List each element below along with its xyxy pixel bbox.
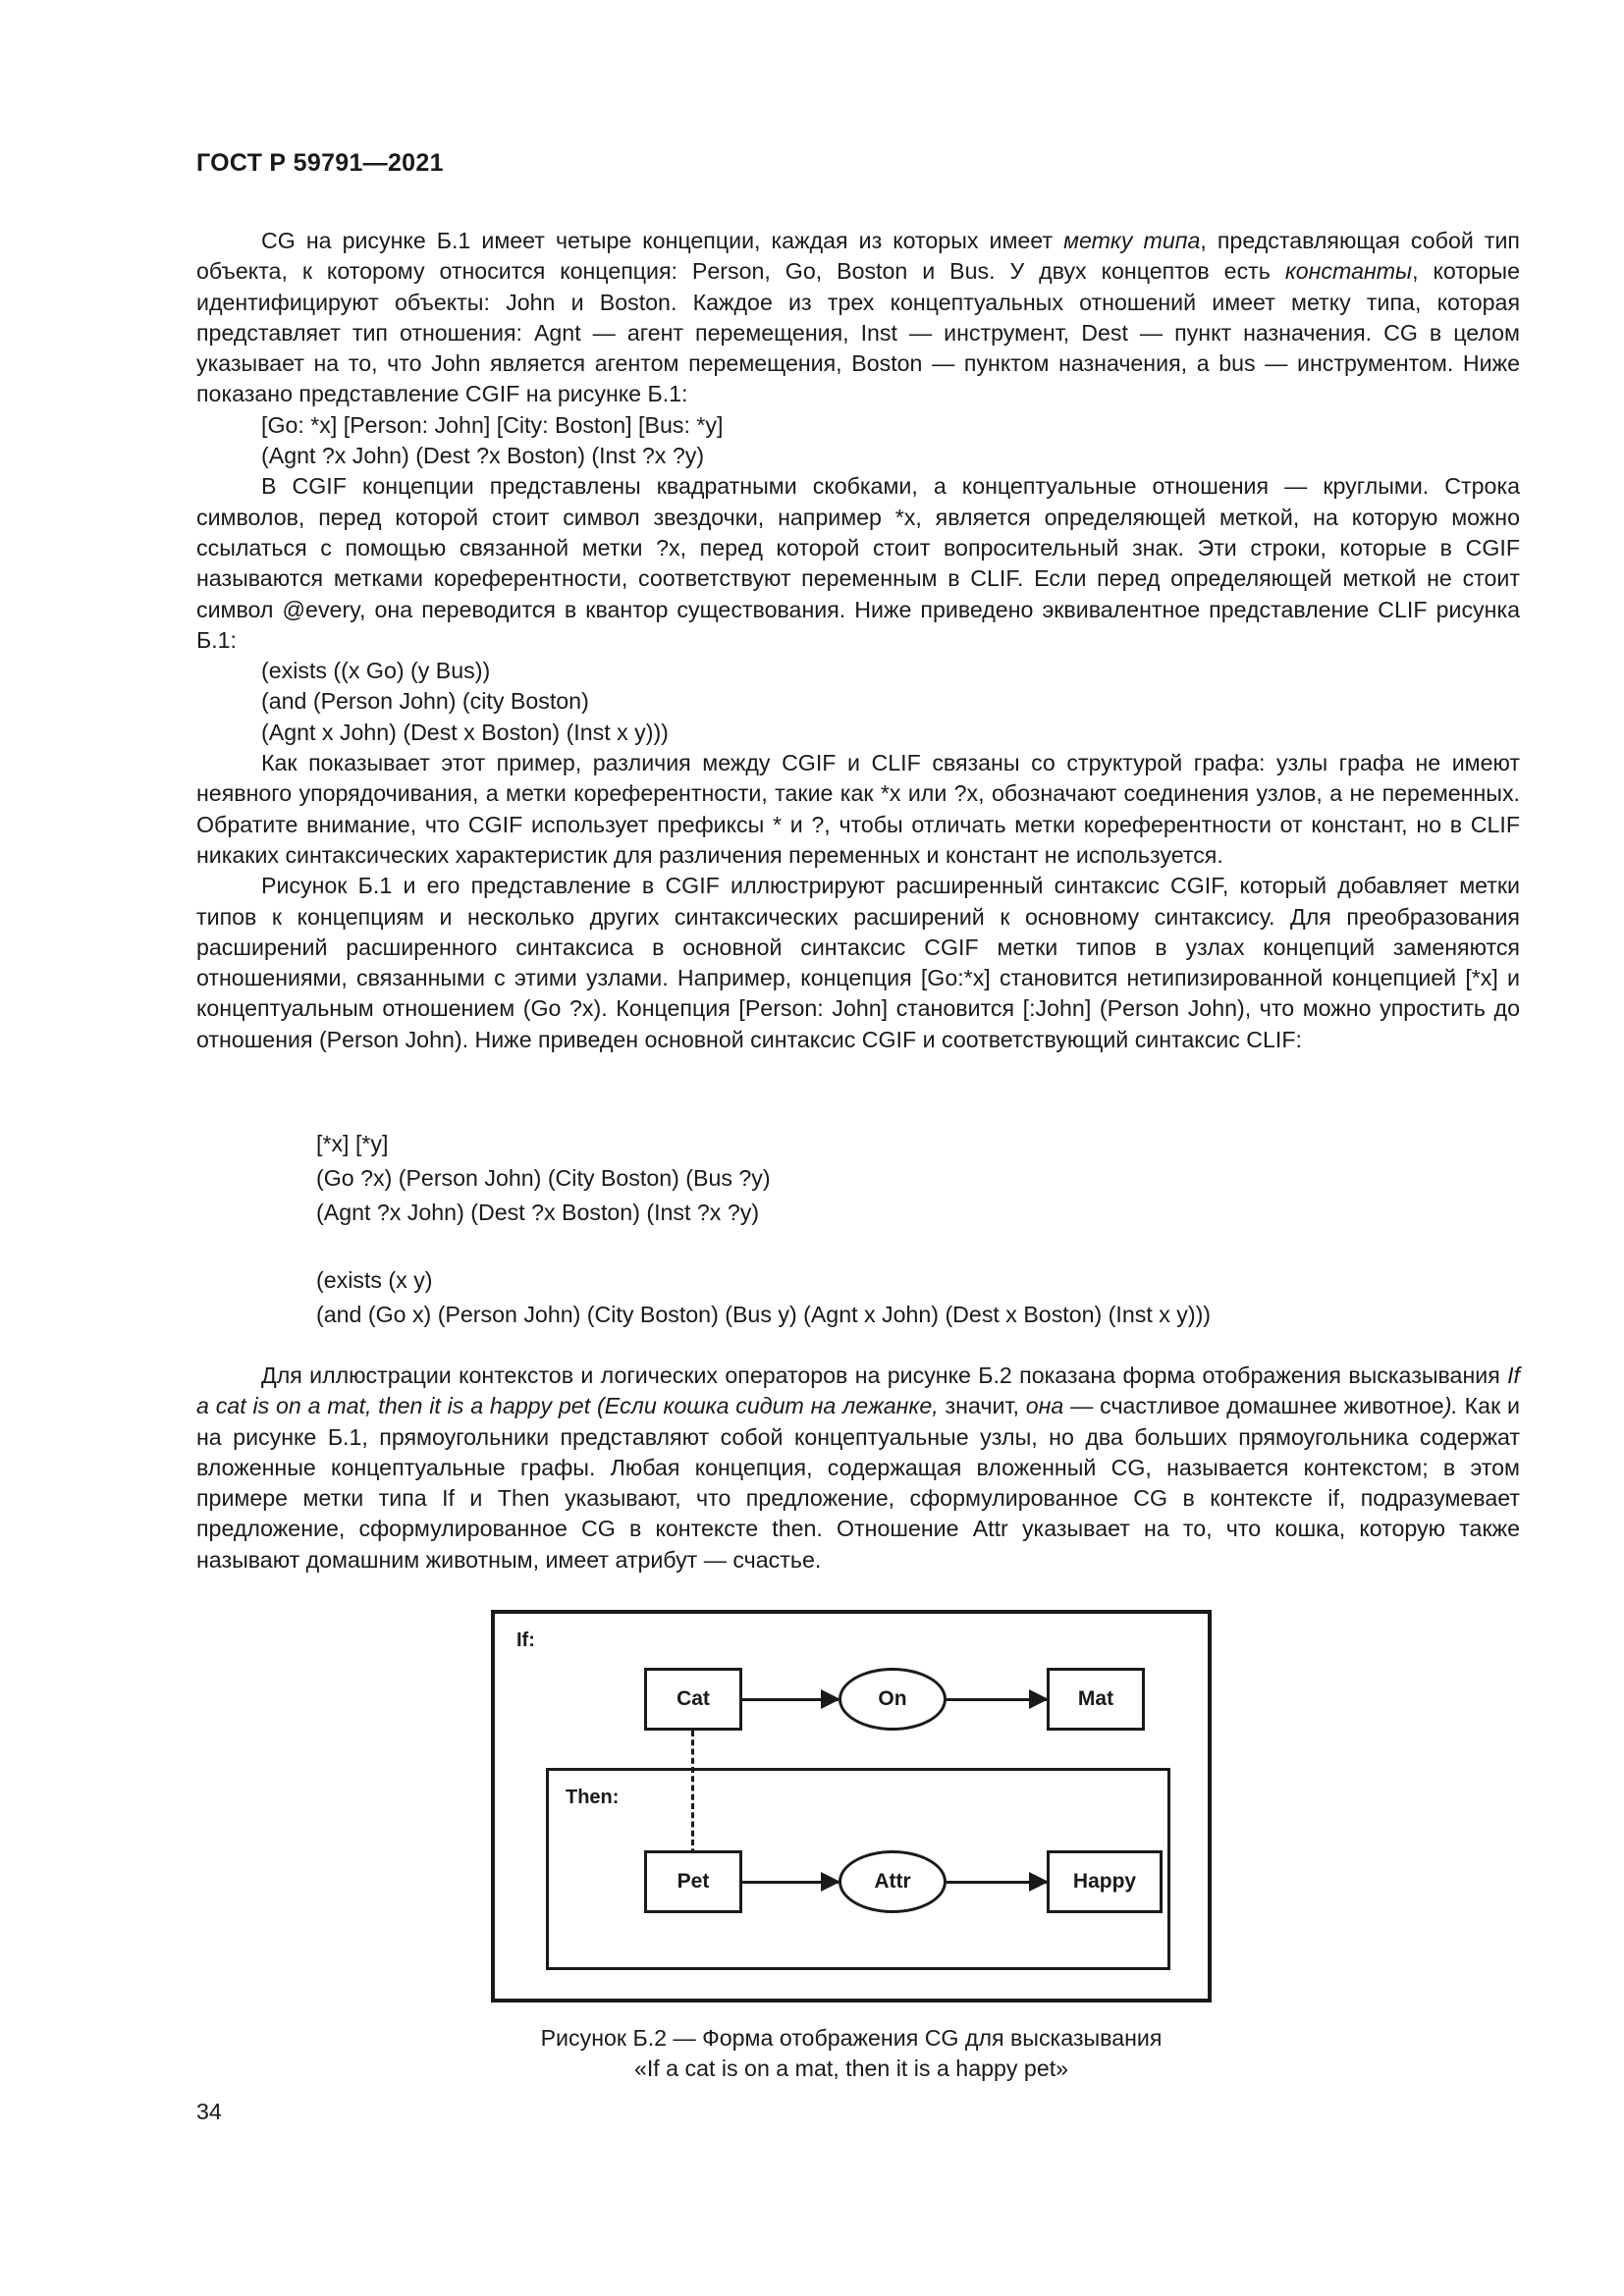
- attr-relation-node: Attr: [839, 1850, 947, 1913]
- figure-b2-diagram: [491, 1610, 1212, 2002]
- on-relation-node: On: [839, 1668, 947, 1731]
- cat-concept-node: Cat: [644, 1668, 742, 1731]
- happy-concept-node: Happy: [1047, 1850, 1163, 1913]
- core-syntax-block: [196, 1127, 1520, 1332]
- clif-line-2: (and (Person John) (city Boston): [261, 688, 589, 715]
- cat-on-arrow: [742, 1698, 839, 1701]
- cgif-line-1: [Go: *x] [Person: John] [City: Boston] [Bus: *y]: [261, 411, 724, 438]
- clif-line-3: (Agnt x John) (Dest x Boston) (Inst x y))): [261, 719, 669, 745]
- attr-happy-arrow: [947, 1881, 1047, 1884]
- caption-line-2: «If a cat is on a mat, then it is a happy pet»: [633, 2056, 1069, 2081]
- paragraph-4: Рисунок Б.1 и его представление в CGIF иллюстрируют расширенный синтаксис CGIF, который добавляет метки типов к концепциям и несколько других синтаксических расширений к основному синтаксису. Для преобразования расширений расширенного синтаксиса в основной синтаксис CGIF метки типов в узлах концепций заменяются отношениями, связанными с этими узлами. Например, концепция [Go:*x] становится нетипизированной концепцией [*x] и концептуальным отношением (Go ?x). Концепция [Person: John] становится [:John] (Person John), что можно упростить до отношения (Person John). Ниже приведен основной синтаксис CGIF и соответствующий синтаксис CLIF:: [196, 873, 1520, 1052]
- page-number: 34: [196, 2099, 222, 2124]
- document-header: ГОСТ Р 59791—2021: [196, 149, 444, 177]
- clif-line-1: (exists ((x Go) (y Bus)): [261, 658, 491, 684]
- paragraph-2: В CGIF концепции представлены квадратными скобками, а концептуальные отношения — круглыми. Строка символов, перед которой стоит символ звездочки, например *x, является определяющей меткой, на которую можно ссылаться с помощью связанной метки ?x, перед которой стоит вопросительный знак. Эти строки, которые в CGIF называются метками кореферентности, соответствуют переменным в CLIF. Если перед определяющей меткой не стоит символ @every, она переводится в квантор существования. Ниже приведено эквивалентное представление CLIF рисунка Б.1:: [196, 473, 1520, 653]
- figure-caption: [491, 2023, 1212, 2084]
- core-line-3: (Agnt ?x John) (Dest ?x Boston) (Inst ?x ?y): [316, 1200, 760, 1225]
- paragraph-3: Как показывает этот пример, различия между CGIF и CLIF связаны со структурой графа: узлы графа не имеют неявного упорядочивания, а метки кореферентности, такие как *x или ?x, обозначают соединения узлов, а не переменных. Обратите внимание, что CGIF использует префиксы * и ?, чтобы отличать метки кореферентности от констант, но в CLIF никаких синтаксических характеристик для различения переменных и констант не используется.: [196, 750, 1520, 868]
- mat-concept-node: Mat: [1047, 1668, 1145, 1731]
- body-text-bottom: [196, 1361, 1520, 1575]
- body-text-top: [196, 226, 1520, 1055]
- if-context-label: If:: [516, 1629, 535, 1651]
- core-line-4: (exists (x y): [316, 1267, 433, 1293]
- pet-concept-node: Pet: [644, 1850, 742, 1913]
- core-line-5: (and (Go x) (Person John) (City Boston) (Bus y) (Agnt x John) (Dest x Boston) (Inst x y))): [316, 1302, 1212, 1327]
- core-line-1: [*x] [*y]: [316, 1131, 389, 1156]
- paragraph-1: CG на рисунке Б.1 имеет четыре концепции, каждая из которых имеет метку типа, представляющая собой тип объекта, к которому относится концепция: Person, Go, Boston и Bus. У двух концептов есть константы, которые идентифицируют объекты: John и Boston. Каждое из трех концептуальных отношений имеет метку типа, которая представляет тип отношения: Agnt — агент перемещения, Inst — инструмент, Dest — пункт назначения. CG в целом указывает на то, что John является агентом перемещения, Boston — пунктом назначения, а bus — инструментом. Ниже показано представление CGIF на рисунке Б.1:: [196, 228, 1520, 407]
- spacer: [196, 1230, 1520, 1263]
- then-context-box: [546, 1768, 1170, 1970]
- caption-line-1: Рисунок Б.2 — Форма отображения CG для высказывания: [540, 2025, 1163, 2051]
- pet-attr-arrow: [742, 1881, 839, 1884]
- then-context-label: Then:: [566, 1787, 620, 1808]
- on-mat-arrow: [947, 1698, 1047, 1701]
- cgif-line-2: (Agnt ?x John) (Dest ?x Boston) (Inst ?x ?y): [261, 443, 705, 469]
- core-line-2: (Go ?x) (Person John) (City Boston) (Bus ?y): [316, 1165, 771, 1191]
- paragraph-5: Для иллюстрации контекстов и логических операторов на рисунке Б.2 показана форма отображения высказывания If a cat is on a mat, then it is a happy pet (Если кошка сидит на лежанке, значит, она — счастливое домашнее животное). Как и на рисунке Б.1, прямоугольники представляют собой концептуальные узлы, но два больших прямоугольника содержат вложенные концептуальные графы. Любая концепция, содержащая вложенный CG, называется контекстом; в этом примере метки типа If и Then указывают, что предложение, сформулированное CG в контексте if, подразумевает предложение, сформулированное CG в контексте then. Отношение Attr указывает на то, что кошка, которую также называют домашним животным, имеет атрибут — счастье.: [196, 1362, 1520, 1573]
